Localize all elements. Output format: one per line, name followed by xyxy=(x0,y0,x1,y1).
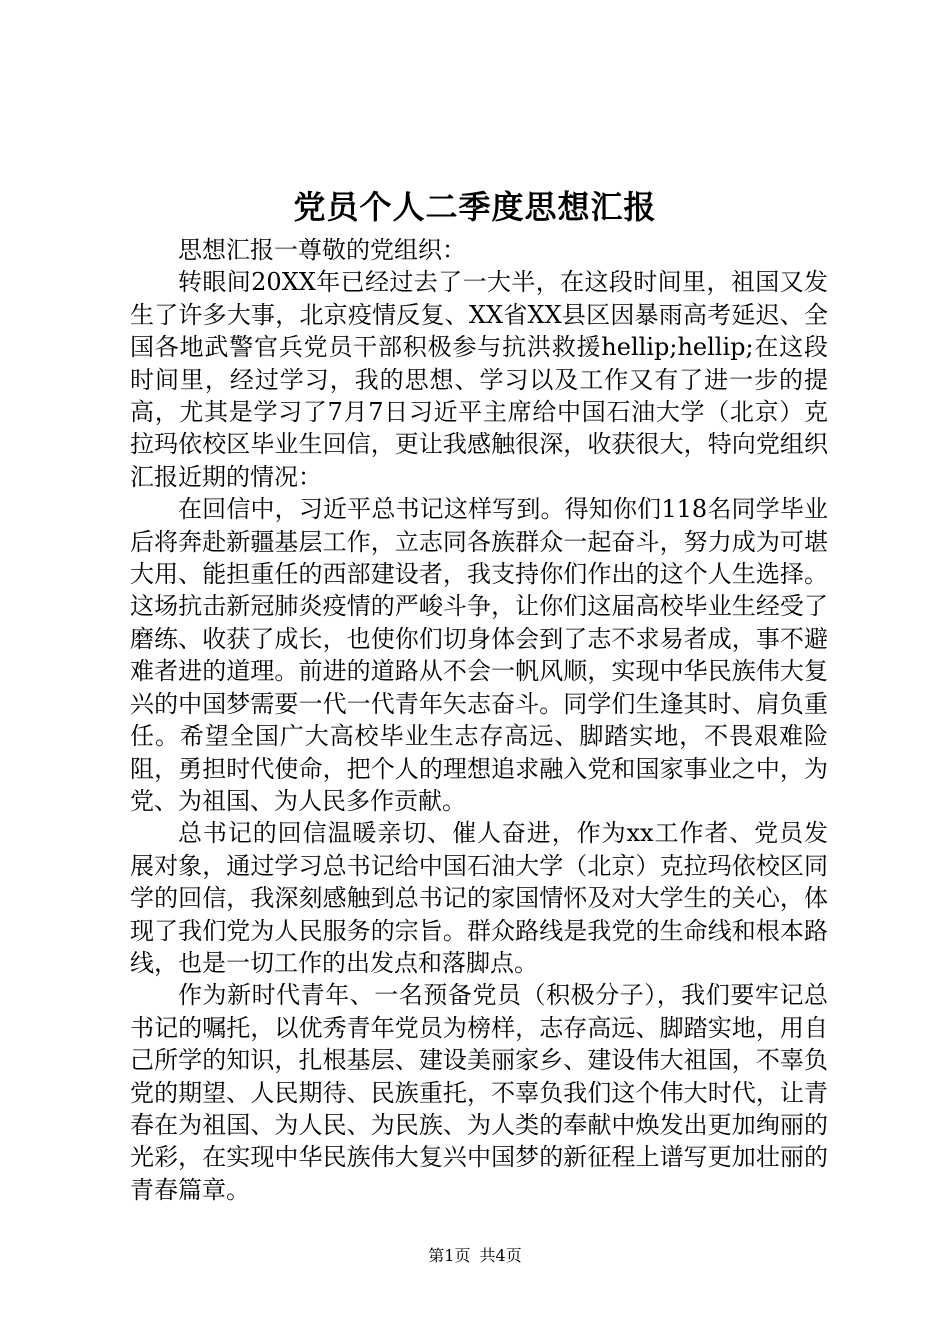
paragraph-reflection: 总书记的回信温暖亲切、催人奋进，作为xx工作者、党员发展对象，通过学习总书记给中国石油大学（北京）克拉玛依校区同学的回信，我深刻感触到总书记的家国情怀及对大学生的关心，体现了我们党为人民服务的宗旨。群众路线是我党的生命线和根本路线，也是一切工作的出发点和落脚点。 xyxy=(130,819,828,977)
page-total: 共4页 xyxy=(479,1246,522,1265)
page-footer xyxy=(0,1244,950,1268)
paragraph-commitment: 作为新时代青年、一名预备党员（积极分子），我们要牢记总书记的嘱托，以优秀青年党员为榜样，志存高远、脚踏实地，用自己所学的知识，扎根基层、建设美丽家乡、建设伟大祖国，不辜负党的期望、人民期待、民族重托，不辜负我们这个伟大时代，让青春在为祖国、为人民、为民族、为人类的奉献中焕发出更加绚丽的光彩，在实现中华民族伟大复兴中国梦的新征程上谱写更加壮丽的青春篇章。 xyxy=(130,981,828,1204)
page-number: 第1页 xyxy=(428,1246,471,1265)
paragraph-intro: 转眼间20XX年已经过去了一大半，在这段时间里，祖国又发生了许多大事，北京疫情反复、XX省XX县区因暴雨高考延迟、全国各地武警官兵党员干部积极参与抗洪救援hellip;hellip;在这段时间里，经过学习，我的思想、学习以及工作又有了进一步的提高，尤其是学习了7月7日习近平主席给中国石油大学（北京）克拉玛依校区毕业生回信，更让我感触很深，收获很大，特向党组织汇报近期的情况： xyxy=(130,268,828,491)
paragraph-letter-quote: 在回信中，习近平总书记这样写到。得知你们118名同学毕业后将奔赴新疆基层工作，立志同各族群众一起奋斗，努力成为可堪大用、能担重任的西部建设者，我支持你们作出的这个人生选择。这场抗击新冠肺炎疫情的严峻斗争，让你们这届高校毕业生经受了磨练、收获了成长，也使你们切身体会到了志不求易者成，事不避难者进的道理。前进的道路从不会一帆风顺，实现中华民族伟大复兴的中国梦需要一代一代青年矢志奋斗。同学们生逢其时、肩负重任。希望全国广大高校毕业生志存高远、脚踏实地，不畏艰难险阻，勇担时代使命，把个人的理想追求融入党和国家事业之中，为党、为祖国、为人民多作贡献。 xyxy=(130,495,828,815)
paragraph-salutation: 思想汇报一尊敬的党组织： xyxy=(178,236,466,264)
page-title: 党员个人二季度思想汇报 xyxy=(293,188,657,226)
document-body xyxy=(130,234,828,1206)
